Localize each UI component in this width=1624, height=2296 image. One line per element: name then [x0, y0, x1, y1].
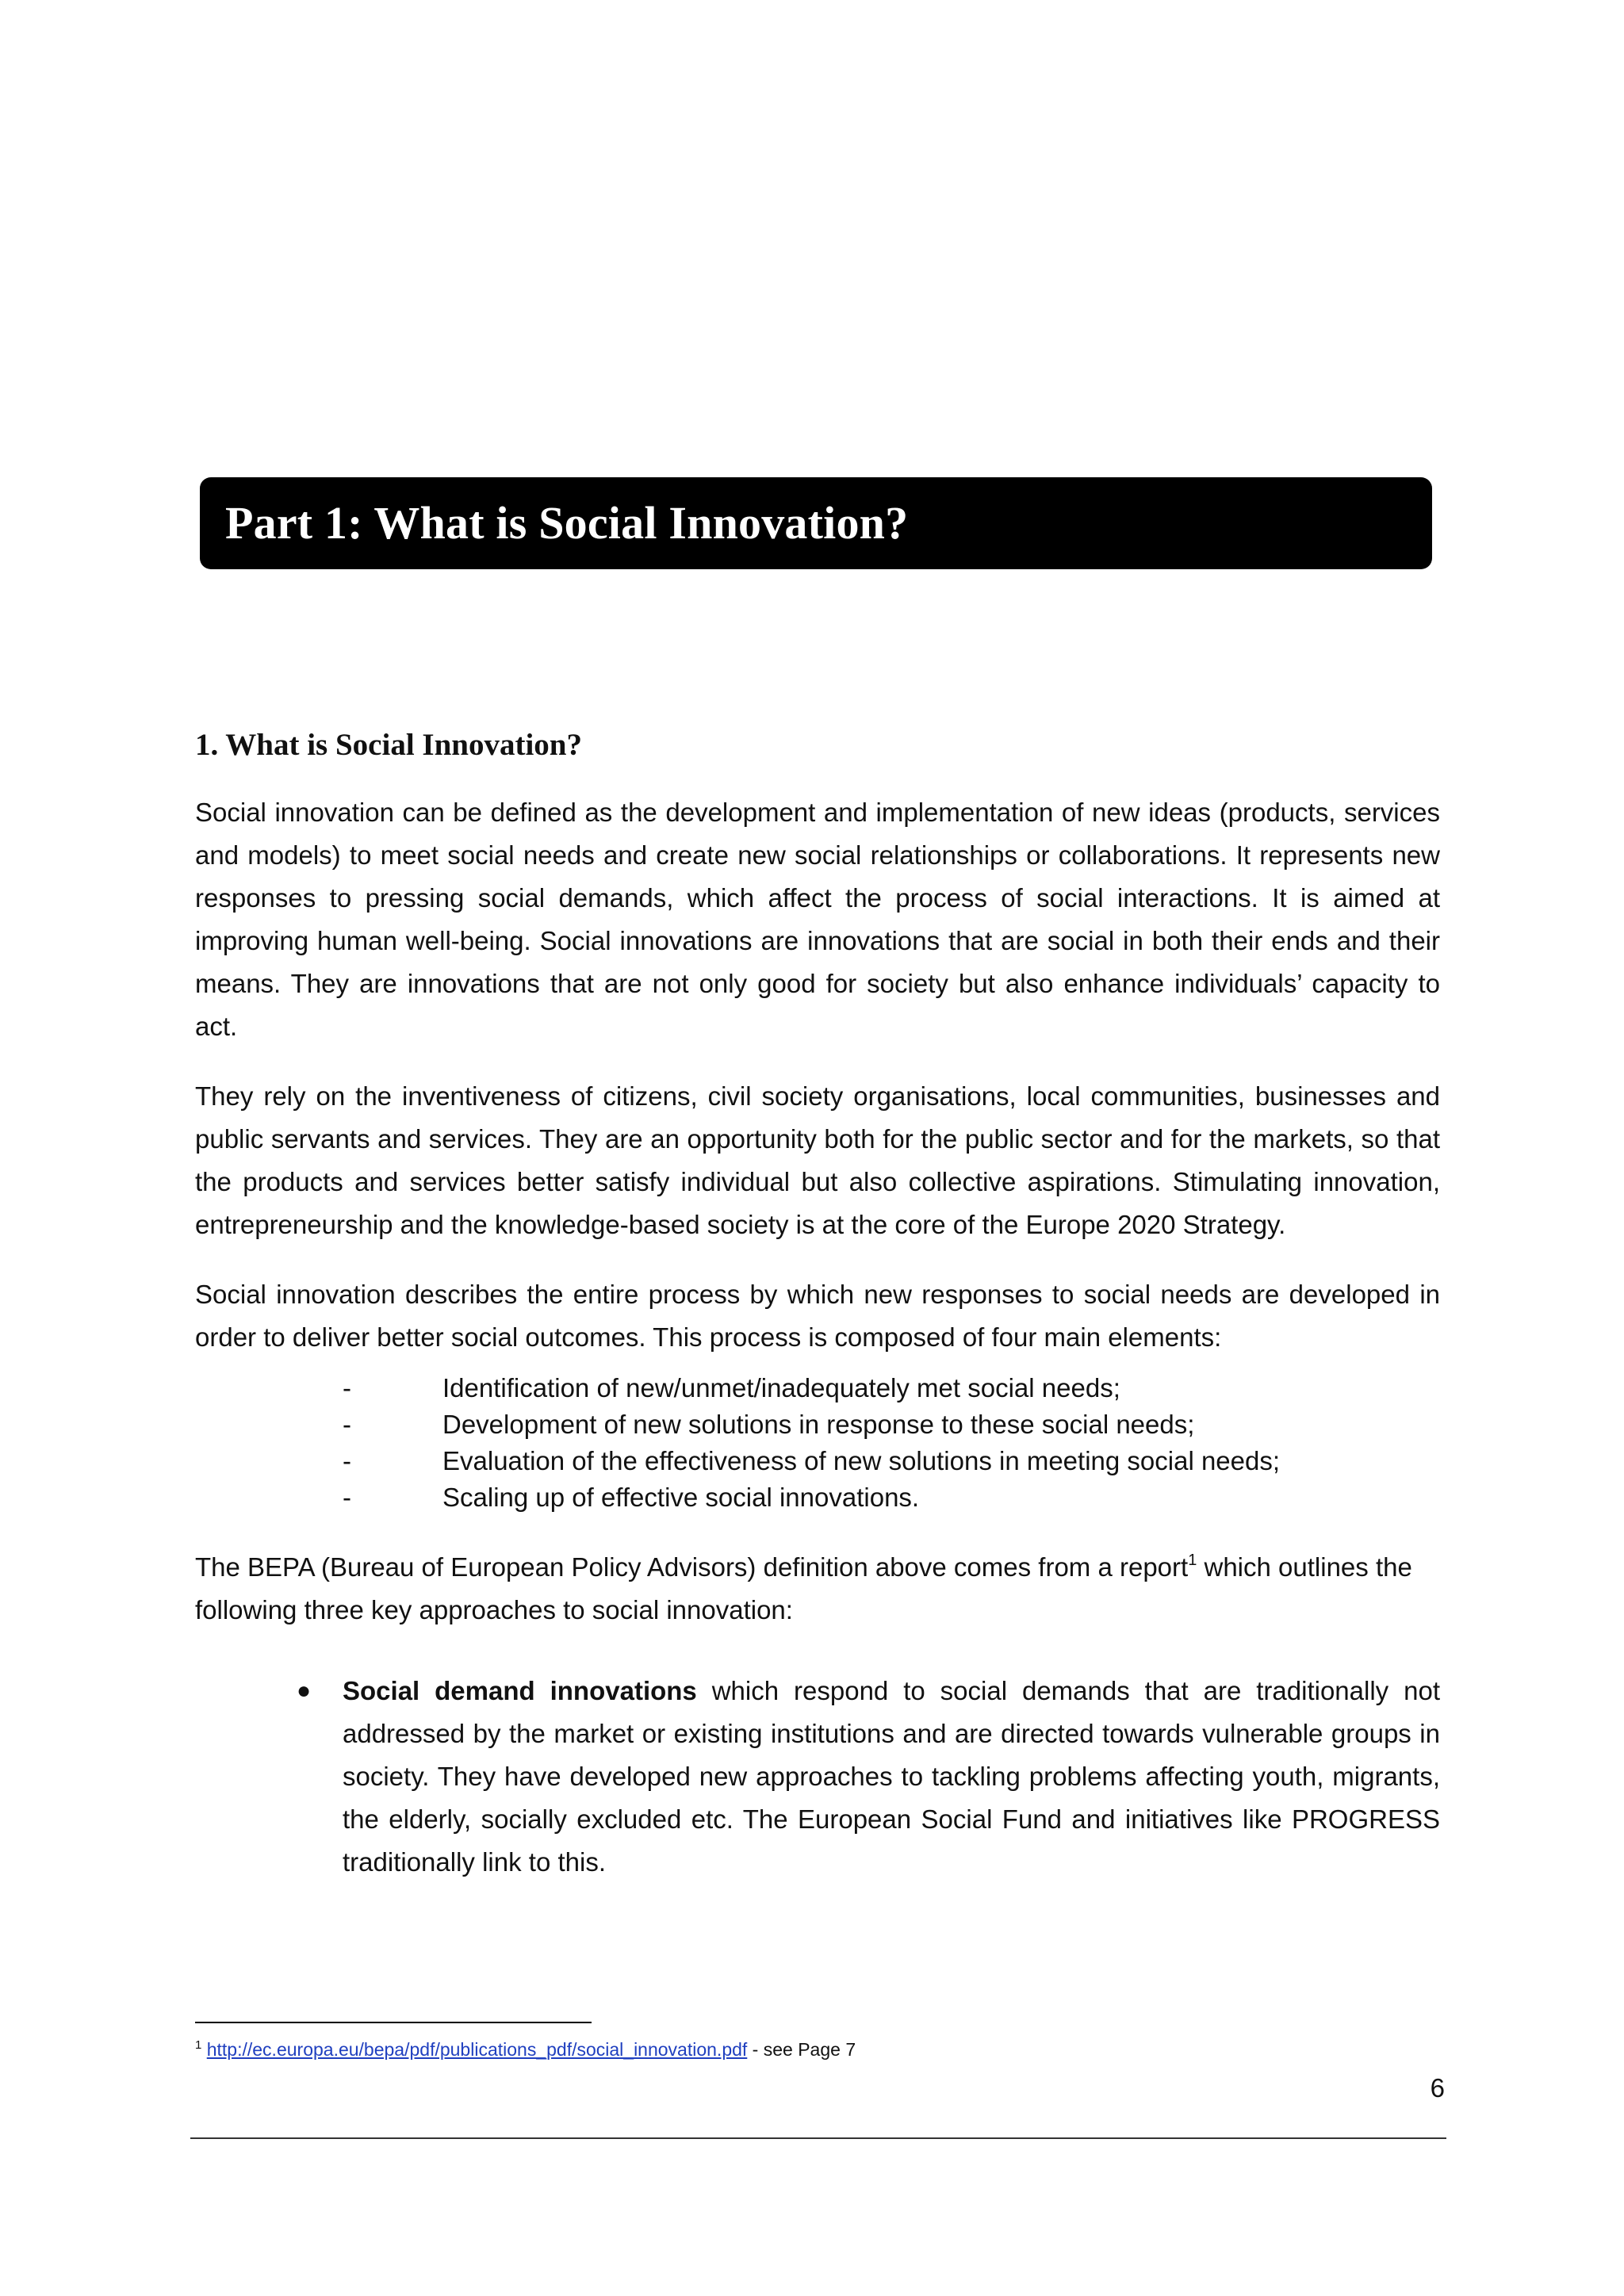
- approach-description: which respond to social demands that are traditionally not addressed by the market or existing institutions and are directed towards vulnerable groups in society. They have developed new approaches to tackling problems affecting youth, migrants, the elderly, socially excluded etc. The European Social Fund and initiatives like PROGRESS traditionally link to this.: [343, 1676, 1440, 1877]
- dash-icon: -: [343, 1410, 351, 1439]
- paragraph-process: Social innovation describes the entire process by which new responses to social needs are developed in order to deliver better social outcomes. This process is composed of four main elements:: [195, 1280, 1440, 1352]
- footnote-link[interactable]: http://ec.europa.eu/bepa/pdf/publications_pdf/social_innovation.pdf: [206, 2039, 748, 2060]
- list-item: [195, 1370, 1440, 1406]
- page-number: 6: [1430, 2073, 1445, 2103]
- page-content: [195, 723, 1440, 1884]
- bullet-icon: ●: [297, 1678, 312, 1704]
- bepa-text-after: which outlines the following three key approaches to social innovation:: [195, 1552, 1412, 1624]
- footnote-number: 1: [195, 2038, 202, 2052]
- part-title: Part 1: What is Social Innovation?: [225, 497, 909, 549]
- list-item: [195, 1443, 1440, 1479]
- dash-icon: -: [343, 1483, 351, 1512]
- list-item: [195, 1479, 1440, 1516]
- paragraph-inventiveness: They rely on the inventiveness of citizens, civil society organisations, local communities, businesses and public servants and services. They are an opportunity both for the public sector and for the markets, so that the products and services better satisfy individual but also collective aspirations. Stimulating innovation, entrepreneurship and the knowledge-based society is at the core of the Europe 2020 Strategy.: [195, 1081, 1440, 1239]
- paragraph-definition: Social innovation can be defined as the development and implementation of new ideas (products, services and models) to meet social needs and create new social relationships or collaborations. It represents new responses to pressing social demands, which affect the process of social interactions. It is aimed at improving human well-being. Social innovations are innovations that are social in both their ends and their means. They are innovations that are not only good for society but also enhance individuals’ capacity to act.: [195, 798, 1440, 1041]
- list-item: [195, 1670, 1440, 1884]
- footnote-reference[interactable]: 1: [1188, 1552, 1197, 1569]
- process-elements-list: [195, 1370, 1440, 1516]
- paragraph-bepa: [195, 1546, 1440, 1632]
- footnote-suffix: - see Page 7: [747, 2039, 856, 2060]
- approaches-list: [195, 1670, 1440, 1884]
- bepa-text-before: The BEPA (Bureau of European Policy Advisors) definition above comes from a report: [195, 1552, 1189, 1582]
- list-item-text: Identification of new/unmet/inadequately met social needs;: [442, 1373, 1120, 1402]
- dash-icon: -: [343, 1446, 351, 1475]
- part-banner: [200, 477, 1432, 569]
- approach-term: Social demand innovations: [343, 1676, 697, 1705]
- section-heading: 1. What is Social Innovation?: [195, 728, 582, 762]
- bottom-divider: [190, 2137, 1446, 2139]
- list-item: [195, 1406, 1440, 1443]
- footnote: [195, 2038, 856, 2061]
- list-item-text: Evaluation of the effectiveness of new solutions in meeting social needs;: [442, 1446, 1281, 1475]
- list-item-text: Scaling up of effective social innovations.: [442, 1483, 920, 1512]
- footnote-divider: [195, 2022, 592, 2023]
- list-item-text: Development of new solutions in response to these social needs;: [442, 1410, 1195, 1439]
- dash-icon: -: [343, 1373, 351, 1402]
